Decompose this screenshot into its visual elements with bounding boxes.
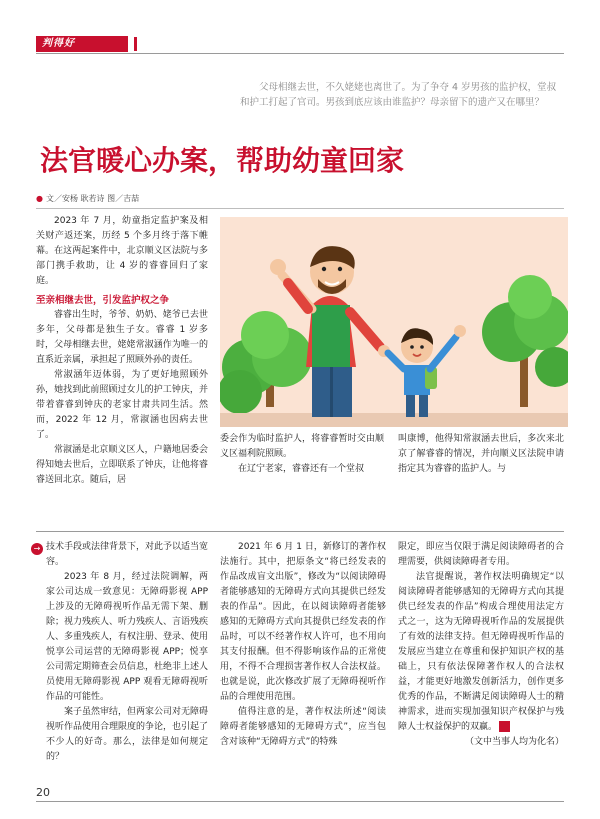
section-divider [36, 531, 564, 532]
paragraph: 常淑涵年迈体弱，为了更好地照顾外孙，她找到此前照顾过女儿的护工钟庆，并带着睿睿到钟庆的老家甘肃共同生活。然而，2022 年 12 月，常淑涵也因病去世了。 [36, 370, 208, 440]
paragraph [398, 570, 564, 735]
paragraph: 2021 年 6 月 1 日，新修订的著作权法施行。其中，把原条文“将已经发表的作品改成盲文出版”，修改为“以阅读障碍者能够感知的无障碍方式向其提供已经发表的作品”。因此，在以阅读障碍者能够感知的无障碍方式向其提供已经发表的作品时，可以不经著作权人许可，也不用向其支付报酬。但不得影响该作品的正常使用，不得不合理损害著作权人合法权益。也就是说，此次修改扩展了无障碍视听作品的合理使用范围。 [220, 542, 386, 702]
paragraph: 在辽宁老家，睿睿还有一个堂叔 [238, 464, 365, 474]
footer-rule [36, 801, 564, 802]
names-changed-note: （文中当事人均为化名） [464, 737, 564, 747]
paragraph: 委会作为临时监护人，将睿睿暂时交由顺义区福利院照顾。 [220, 434, 384, 459]
end-mark-icon: 纠 [499, 721, 510, 732]
subheading: 至亲相继去世，引发监护权之争 [36, 295, 170, 306]
paragraph: 技术手段或法律背景下，对此予以适当宽容。 [46, 542, 209, 567]
article-lead: 父母相继去世，不久姥姥也离世了。为了争夺 4 岁男孩的监护权，堂叔和护工打起了官司。男孩到底应该由谁监护？母亲留下的遗产又在哪里？ [240, 82, 557, 108]
paragraph: 值得注意的是，著作权法所述“阅读障碍者能够感知的无障碍方式”，应当包含对该种“无障碍方式”的特殊 [220, 707, 386, 747]
bottom-column-3 [398, 540, 564, 750]
paragraph: 限定，即应当仅限于满足阅读障碍者的合理需要，供阅读障碍者专用。 [398, 542, 564, 567]
section-tag-divider [134, 37, 137, 51]
header-rule [36, 53, 564, 54]
hero-illustration [220, 217, 568, 427]
bullet-icon: ● [36, 194, 43, 203]
byline-rule [36, 208, 564, 209]
paragraph-text: 法官提醒说，著作权法明确规定“以阅读障碍者能够感知的无障碍方式向其提供已经发表的作品”构成合理使用法定方式之一，这为无障碍视听作品的发展提供了有效的法律支持。但无障碍视听作品的发展应当建立在尊重和保护知识产权的基础上，只有依法保障著作权人的合法权益，才能更好地激发创新活力，创作更多优秀的作品，不断满足阅读障碍人士的精神需求，进而实现加强知识产权保护与残障人士权益保护的双赢。 [398, 572, 564, 732]
article-headline: 法官暖心办案，帮助幼童回家 [40, 144, 405, 177]
byline [36, 193, 139, 204]
paragraph: 常淑涵是北京顺义区人，户籍地居委会得知她去世后，立即联系了钟庆，让他将睿睿送回北京。随后，居 [36, 445, 208, 485]
paragraph: 叫康博，他得知常淑涵去世后，多次来北京了解睿睿的情况，并向顺义区法院申请指定其为睿睿的监护人。与 [398, 434, 564, 474]
bottom-column-2 [220, 540, 386, 750]
bottom-column-1 [46, 540, 208, 765]
paragraph: 案子虽然审结，但两家公司对无障碍视听作品使用合理限度的争论，也引起了不少人的好奇。那么，法律是如何规定的？ [46, 707, 209, 762]
top-column-3 [398, 432, 564, 477]
father-and-child-illustration [220, 217, 568, 427]
continued-arrow-icon: → [31, 543, 43, 555]
paragraph: 2023 年 8 月，经过法院调解，两家公司达成一致意见：无障碍影视 APP 上涉及的无障碍视听作品无需下架、删除；视力残疾人、听力残疾人、言语残疾人、多重残疾人，有权注册、登录、使用悦享公司运营的无障碍影视 APP；悦享公司需定期筛查会员信息，杜绝非上述人员使用无障碍影视 APP 观看无障碍视听作品的可能性。 [46, 572, 209, 702]
top-column-2 [220, 432, 384, 477]
top-column-1 [36, 214, 208, 488]
page-number: 20 [36, 786, 50, 799]
paragraph: 2023 年 7 月，幼童指定监护案及相关财产返还案，历经 5 个多月终于落下帷幕。在这两起案件中，北京顺义区法院与多部门携手救助，让 4 岁的睿睿回归了家庭。 [36, 216, 208, 286]
section-tag: 判得好 JUSTICE [36, 36, 128, 52]
byline-text: 文／安杨 耿若诗 图／吉喆 [45, 194, 140, 203]
paragraph: 睿睿出生时，爷爷、奶奶、姥爷已去世多年，父母都是独生子女。睿睿 1 岁多时，父母相继去世，姥姥常淑涵作为唯一的直系近亲属，承担起了照顾外孙的责任。 [36, 310, 208, 365]
